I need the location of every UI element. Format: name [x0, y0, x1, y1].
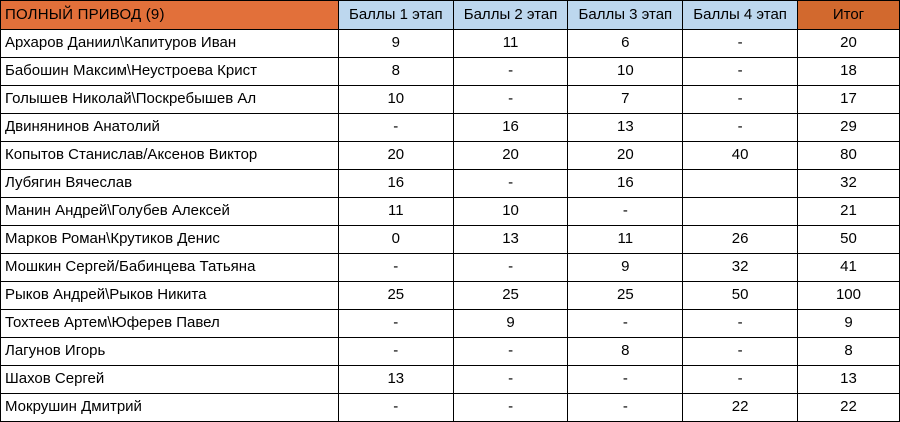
participant-name: Мокрушин Дмитрий: [1, 394, 339, 422]
score-total: 80: [797, 142, 899, 170]
score-total: 8: [797, 338, 899, 366]
participant-name: Голышев Николай\Поскребышев Ал: [1, 86, 339, 114]
score-stage-1: -: [338, 114, 453, 142]
score-stage-3: 7: [568, 86, 683, 114]
score-stage-2: -: [453, 170, 568, 198]
score-stage-2: -: [453, 58, 568, 86]
score-stage-1: 9: [338, 30, 453, 58]
score-stage-4: 26: [683, 226, 798, 254]
score-stage-2: 20: [453, 142, 568, 170]
score-stage-4: 32: [683, 254, 798, 282]
score-stage-2: 16: [453, 114, 568, 142]
score-stage-2: -: [453, 366, 568, 394]
header-total: Итог: [797, 1, 899, 30]
score-total: 18: [797, 58, 899, 86]
score-stage-1: 0: [338, 226, 453, 254]
score-stage-1: 16: [338, 170, 453, 198]
score-stage-2: -: [453, 394, 568, 422]
participant-name: Лагунов Игорь: [1, 338, 339, 366]
table-row: [1, 282, 900, 310]
score-total: 32: [797, 170, 899, 198]
participant-name: Мошкин Сергей/Бабинцева Татьяна: [1, 254, 339, 282]
score-stage-4: -: [683, 30, 798, 58]
score-total: 41: [797, 254, 899, 282]
header-category-title: ПОЛНЫЙ ПРИВОД (9): [1, 1, 339, 30]
participant-name: Марков Роман\Крутиков Денис: [1, 226, 339, 254]
score-stage-2: 11: [453, 30, 568, 58]
score-total: 9: [797, 310, 899, 338]
score-stage-1: 13: [338, 366, 453, 394]
score-stage-3: 20: [568, 142, 683, 170]
participant-name: Тохтеев Артем\Юферев Павел: [1, 310, 339, 338]
participant-name: Бабошин Максим\Неустроева Крист: [1, 58, 339, 86]
score-stage-4: -: [683, 366, 798, 394]
header-stage-2: Баллы 2 этап: [453, 1, 568, 30]
score-stage-2: -: [453, 254, 568, 282]
participant-name: Архаров Даниил\Капитуров Иван: [1, 30, 339, 58]
table-row: [1, 114, 900, 142]
score-stage-4: 40: [683, 142, 798, 170]
score-total: 21: [797, 198, 899, 226]
score-stage-4: -: [683, 86, 798, 114]
score-stage-1: -: [338, 338, 453, 366]
score-total: 29: [797, 114, 899, 142]
score-stage-4: 22: [683, 394, 798, 422]
score-stage-1: -: [338, 310, 453, 338]
score-stage-1: 20: [338, 142, 453, 170]
score-stage-1: 25: [338, 282, 453, 310]
score-total: 20: [797, 30, 899, 58]
score-total: 13: [797, 366, 899, 394]
score-stage-3: -: [568, 310, 683, 338]
score-stage-1: 10: [338, 86, 453, 114]
score-stage-1: 8: [338, 58, 453, 86]
table-body: [1, 30, 900, 422]
score-stage-3: -: [568, 198, 683, 226]
score-stage-4: -: [683, 310, 798, 338]
table-row: [1, 58, 900, 86]
score-stage-4: -: [683, 58, 798, 86]
score-stage-1: -: [338, 394, 453, 422]
score-total: 22: [797, 394, 899, 422]
table-row: [1, 198, 900, 226]
table-row: [1, 310, 900, 338]
score-stage-3: 9: [568, 254, 683, 282]
header-stage-1: Баллы 1 этап: [338, 1, 453, 30]
score-stage-1: 11: [338, 198, 453, 226]
score-stage-2: 9: [453, 310, 568, 338]
score-stage-3: -: [568, 394, 683, 422]
score-stage-3: 11: [568, 226, 683, 254]
score-total: 100: [797, 282, 899, 310]
header-stage-3: Баллы 3 этап: [568, 1, 683, 30]
score-stage-3: 8: [568, 338, 683, 366]
score-stage-3: 13: [568, 114, 683, 142]
participant-name: Копытов Станислав/Аксенов Виктор: [1, 142, 339, 170]
table-row: [1, 226, 900, 254]
participant-name: Шахов Сергей: [1, 366, 339, 394]
score-stage-4: 50: [683, 282, 798, 310]
table-row: [1, 254, 900, 282]
table-row: [1, 86, 900, 114]
participant-name: Двинянинов Анатолий: [1, 114, 339, 142]
score-stage-3: 25: [568, 282, 683, 310]
table-row: [1, 366, 900, 394]
score-stage-3: 16: [568, 170, 683, 198]
score-stage-4: [683, 170, 798, 198]
score-total: 17: [797, 86, 899, 114]
score-stage-2: -: [453, 86, 568, 114]
table-row: [1, 338, 900, 366]
score-stage-3: 6: [568, 30, 683, 58]
header-row: [1, 1, 900, 30]
table-row: [1, 394, 900, 422]
table-row: [1, 142, 900, 170]
table-header: [1, 1, 900, 30]
participant-name: Рыков Андрей\Рыков Никита: [1, 282, 339, 310]
participant-name: Лубягин Вячеслав: [1, 170, 339, 198]
score-stage-2: -: [453, 338, 568, 366]
score-stage-3: -: [568, 366, 683, 394]
score-stage-2: 25: [453, 282, 568, 310]
score-stage-3: 10: [568, 58, 683, 86]
score-stage-2: 10: [453, 198, 568, 226]
score-stage-4: -: [683, 338, 798, 366]
table-row: [1, 170, 900, 198]
score-stage-4: [683, 198, 798, 226]
score-stage-2: 13: [453, 226, 568, 254]
participant-name: Манин Андрей\Голубев Алексей: [1, 198, 339, 226]
score-stage-1: -: [338, 254, 453, 282]
score-total: 50: [797, 226, 899, 254]
table-row: [1, 30, 900, 58]
header-stage-4: Баллы 4 этап: [683, 1, 798, 30]
score-stage-4: -: [683, 114, 798, 142]
